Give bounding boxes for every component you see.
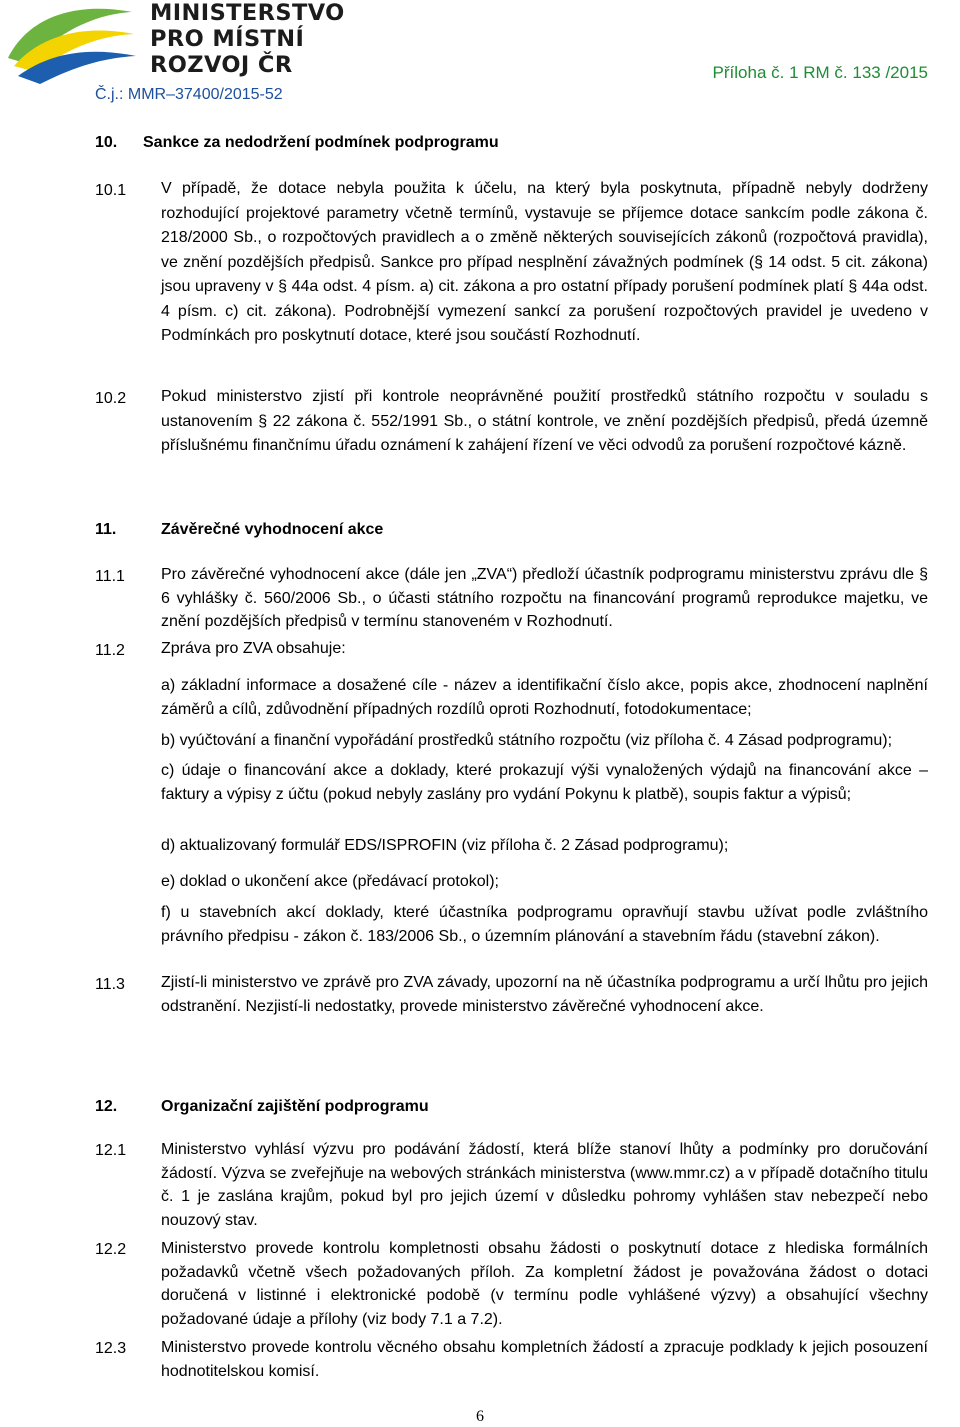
paragraph-text: Pokud ministerstvo zjistí při kontrole neoprávněné použití prostředků státního rozpočtu v souladu s ustanovením § 22 zákona č. 552/1991 Sb., o státní kontrole, ve znění pozdějších předpisů, předá územně příslušnému finančnímu úřadu oznámení k zahájení řízení ve věci odvodů za porušení rozpočtové kázně. [161,388,928,454]
section-title: Sankce za nedodržení podmínek podprogramu [143,134,499,151]
paragraph-text: V případě, že dotace nebyla použita k účelu, na který byla poskytnuta, případně nebyly dodrženy rozhodující projektové parametry včetně termínů, vystavuje se příjemce dotace sankcím podle zákona č. 218/2000 Sb., o rozpočtových pravidlech a o změně některých souvisejících zákonů (rozpočtová pravidla), ve znění pozdějších předpisů. Sankce pro případ nesplnění závažných podmínek (§ 14 odst. 5 cit. zákona) jsou upraveny v § 44a odst. 4 písm. a) cit. zákona a pro ostatní případy porušení podmínek platí § 44a odst. 4 písm. c) cit. zákona). Podrobnější vymezení sankcí za porušení rozpočtových pravidel je uvedeno v Podmínkách pro poskytnutí dotace, které jsou součástí Rozhodnutí. [161,180,928,344]
paragraph-text: Ministerstvo provede kontrolu věcného obsahu kompletních žádostí a zpracuje podklady k jejich posouzení hodnotitelskou komisí. [161,1339,928,1380]
paragraph-number: 10.2 [95,390,127,407]
section-title: Závěrečné vyhodnocení akce [161,521,384,538]
paragraph-number: 11.1 [95,568,125,585]
ministry-logo-icon [0,0,140,92]
section-number: 12. [95,1098,118,1115]
ministry-name-line-3: ROZVOJ ČR [150,52,293,78]
paragraph-number: 12.1 [95,1142,127,1159]
case-reference: Č.j.: MMR–37400/2015-52 [95,86,283,103]
section-11-heading [95,521,384,539]
paragraph-text: Zjistí-li ministerstvo ve zprávě pro ZVA závady, upozorní na ně účastníka podprogramu a určí lhůtu pro jejich odstranění. Nezjistí-li nedostatky, provede ministerstvo závěrečné vyhodnocení akce. [161,974,928,1015]
paragraph-number: 11.3 [95,976,125,993]
list-item: e) doklad o ukončení akce (předávací protokol); [161,873,499,890]
section-number: 11. [95,521,117,538]
section-12-heading [95,1098,429,1116]
section-title: Organizační zajištění podprogramu [161,1098,429,1115]
page-number: 6 [476,1408,484,1425]
ministry-name-line-1: MINISTERSTVO [150,0,345,26]
paragraph-text: Ministerstvo provede kontrolu kompletnosti obsahu žádosti o poskytnutí dotace z hlediska formálních požadavků včetně všech požadovaných příloh. Za kompletní žádost je považována žádost o dotaci doručená v listinné i elektronické podobě (v termínu podle vyhlášené výzvy) a obsahující všechny požadované údaje a přílohy (viz body 7.1 a 7.2). [161,1240,928,1328]
list-item: f) u stavebních akcí doklady, které účastníka podprogramu opravňují stavbu užívat podle zvláštního právního předpisu - zákon č. 183/2006 Sb., o územním plánování a stavebním řádu (stavební zákon). [161,904,928,945]
list-item: b) vyúčtování a finanční vypořádání prostředků státního rozpočtu (viz příloha č. 4 Zásad podprogramu); [161,732,893,749]
paragraph-number: 11.2 [95,642,125,659]
paragraph-text: Zpráva pro ZVA obsahuje: [161,640,346,657]
paragraph-number: 12.3 [95,1340,127,1357]
list-item: a) základní informace a dosažené cíle - název a identifikační číslo akce, popis akce, zhodnocení naplnění záměrů a cílů, zdůvodnění případných rozdílů oproti Rozhodnutí, fotodokumentace; [161,677,928,718]
attachment-reference: Příloha č. 1 RM č. 133 /2015 [712,63,928,82]
list-item: c) údaje o financování akce a doklady, které prokazují výši vynaložených výdajů na financování akce – faktury a výpisy z účtu (pokud nebyly zaslány pro vydání Pokynu k platbě), soupis faktur a výpisů; [161,762,928,803]
list-item: d) aktualizovaný formulář EDS/ISPROFIN (viz příloha č. 2 Zásad podprogramu); [161,837,729,854]
paragraph-text: Pro závěrečné vyhodnocení akce (dále jen „ZVA“) předloží účastník podprogramu ministerstvu zprávu dle § 6 vyhlášky č. 560/2006 Sb., o účasti státního rozpočtu na financování programů reprodukce majetku, ve znění pozdějších předpisů v termínu stanoveném v Rozhodnutí. [161,566,928,630]
ministry-name-line-2: PRO MÍSTNÍ [150,26,305,52]
paragraph-number: 10.1 [95,182,127,199]
paragraph-text: Ministerstvo vyhlásí výzvu pro podávání žádostí, která blíže stanoví lhůty a podmínky pro doručování žádostí. Výzva se zveřejňuje na webových stránkách ministerstva (www.mmr.cz) a v případě dotačního titulu č. 1 je zaslána krajům, pokud byl pro jejich území v důsledku pohromy vyhlášen stav nebezpečí nebo nouzový stav. [161,1141,928,1229]
section-10-heading [95,134,499,152]
paragraph-number: 12.2 [95,1241,127,1258]
section-number: 10. [95,134,118,151]
